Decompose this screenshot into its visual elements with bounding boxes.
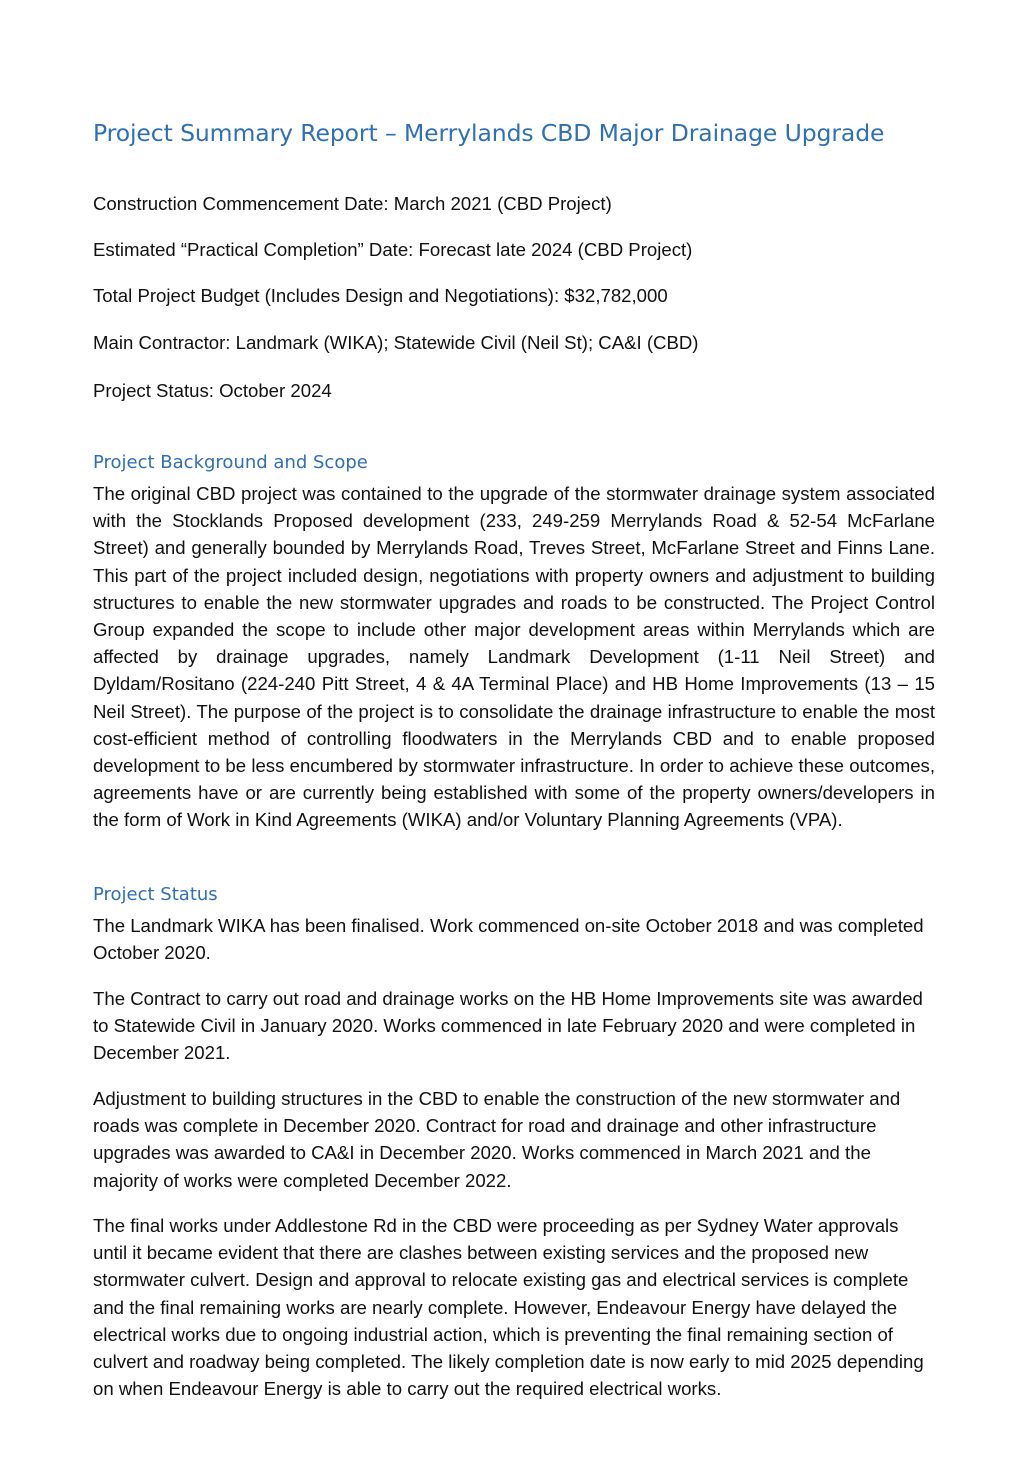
commencement-date: Construction Commencement Date: March 2021 (CBD Project) [93, 193, 612, 214]
project-budget: Total Project Budget (Includes Design and Negotiations): $32,782,000 [93, 285, 668, 306]
status-paragraph-2: The Contract to carry out road and drainage works on the HB Home Improvements site was awarded to Statewide Civil in January 2020. Works commenced in late February 2020 and were completed in December 2021. [93, 988, 923, 1064]
main-contractor: Main Contractor: Landmark (WIKA); Statewide Civil (Neil St); CA&I (CBD) [93, 332, 699, 353]
status-paragraph-1: The Landmark WIKA has been finalised. Work commenced on-site October 2018 and was completed October 2020. [93, 915, 924, 964]
document-page [93, 0, 935, 1484]
report-title: Project Summary Report – Merrylands CBD Major Drainage Upgrade [93, 119, 885, 147]
status-heading: Project Status [93, 884, 218, 905]
background-paragraph: The original CBD project was contained to the upgrade of the stormwater drainage system associated with the Stocklands Proposed development (233, 249-259 Merrylands Road & 52-54 McFarlane Street) and generally bounded by Merrylands Road, Treves Street, McFarlane Street and Finns Lane. This part of the project included design, negotiations with property owners and adjustment to building structures to enable the new stormwater upgrades and roads to be constructed. The Project Control Group expanded the scope to include other major development areas within Merrylands which are affected by drainage upgrades, namely Landmark Development (1-11 Neil Street) and Dyldam/Rositano (224-240 Pitt Street, 4 & 4A Terminal Place) and HB Home Improvements (13 – 15 Neil Street). The purpose of the project is to consolidate the drainage infrastructure to enable the most cost-efficient method of controlling floodwaters in the Merrylands CBD and to enable proposed development to be less encumbered by stormwater infrastructure. In order to achieve these outcomes, agreements have or are currently being established with some of the property owners/developers in the form of Work in Kind Agreements (WIKA) and/or Voluntary Planning Agreements (VPA). [93, 483, 935, 831]
project-status-date: Project Status: October 2024 [93, 380, 332, 401]
status-paragraph-3: Adjustment to building structures in the CBD to enable the construction of the new stormwater and roads was complete in December 2020. Contract for road and drainage and other infrastructure upgrades was awarded to CA&I in December 2020. Works commenced in March 2021 and the majority of works were completed December 2022. [93, 1088, 901, 1191]
status-paragraph-4: The final works under Addlestone Rd in the CBD were proceeding as per Sydney Water approvals until it became evident that there are clashes between existing services and the proposed new stormwater culvert. Design and approval to relocate existing gas and electrical services is complete and the final remaining works are nearly complete. However, Endeavour Energy have delayed the electrical works due to ongoing industrial action, which is preventing the final remaining section of culvert and roadway being completed. The likely completion date is now early to mid 2025 depending on when Endeavour Energy is able to carry out the required electrical works. [93, 1215, 924, 1400]
completion-date: Estimated “Practical Completion” Date: Forecast late 2024 (CBD Project) [93, 239, 693, 260]
background-heading: Project Background and Scope [93, 452, 368, 473]
